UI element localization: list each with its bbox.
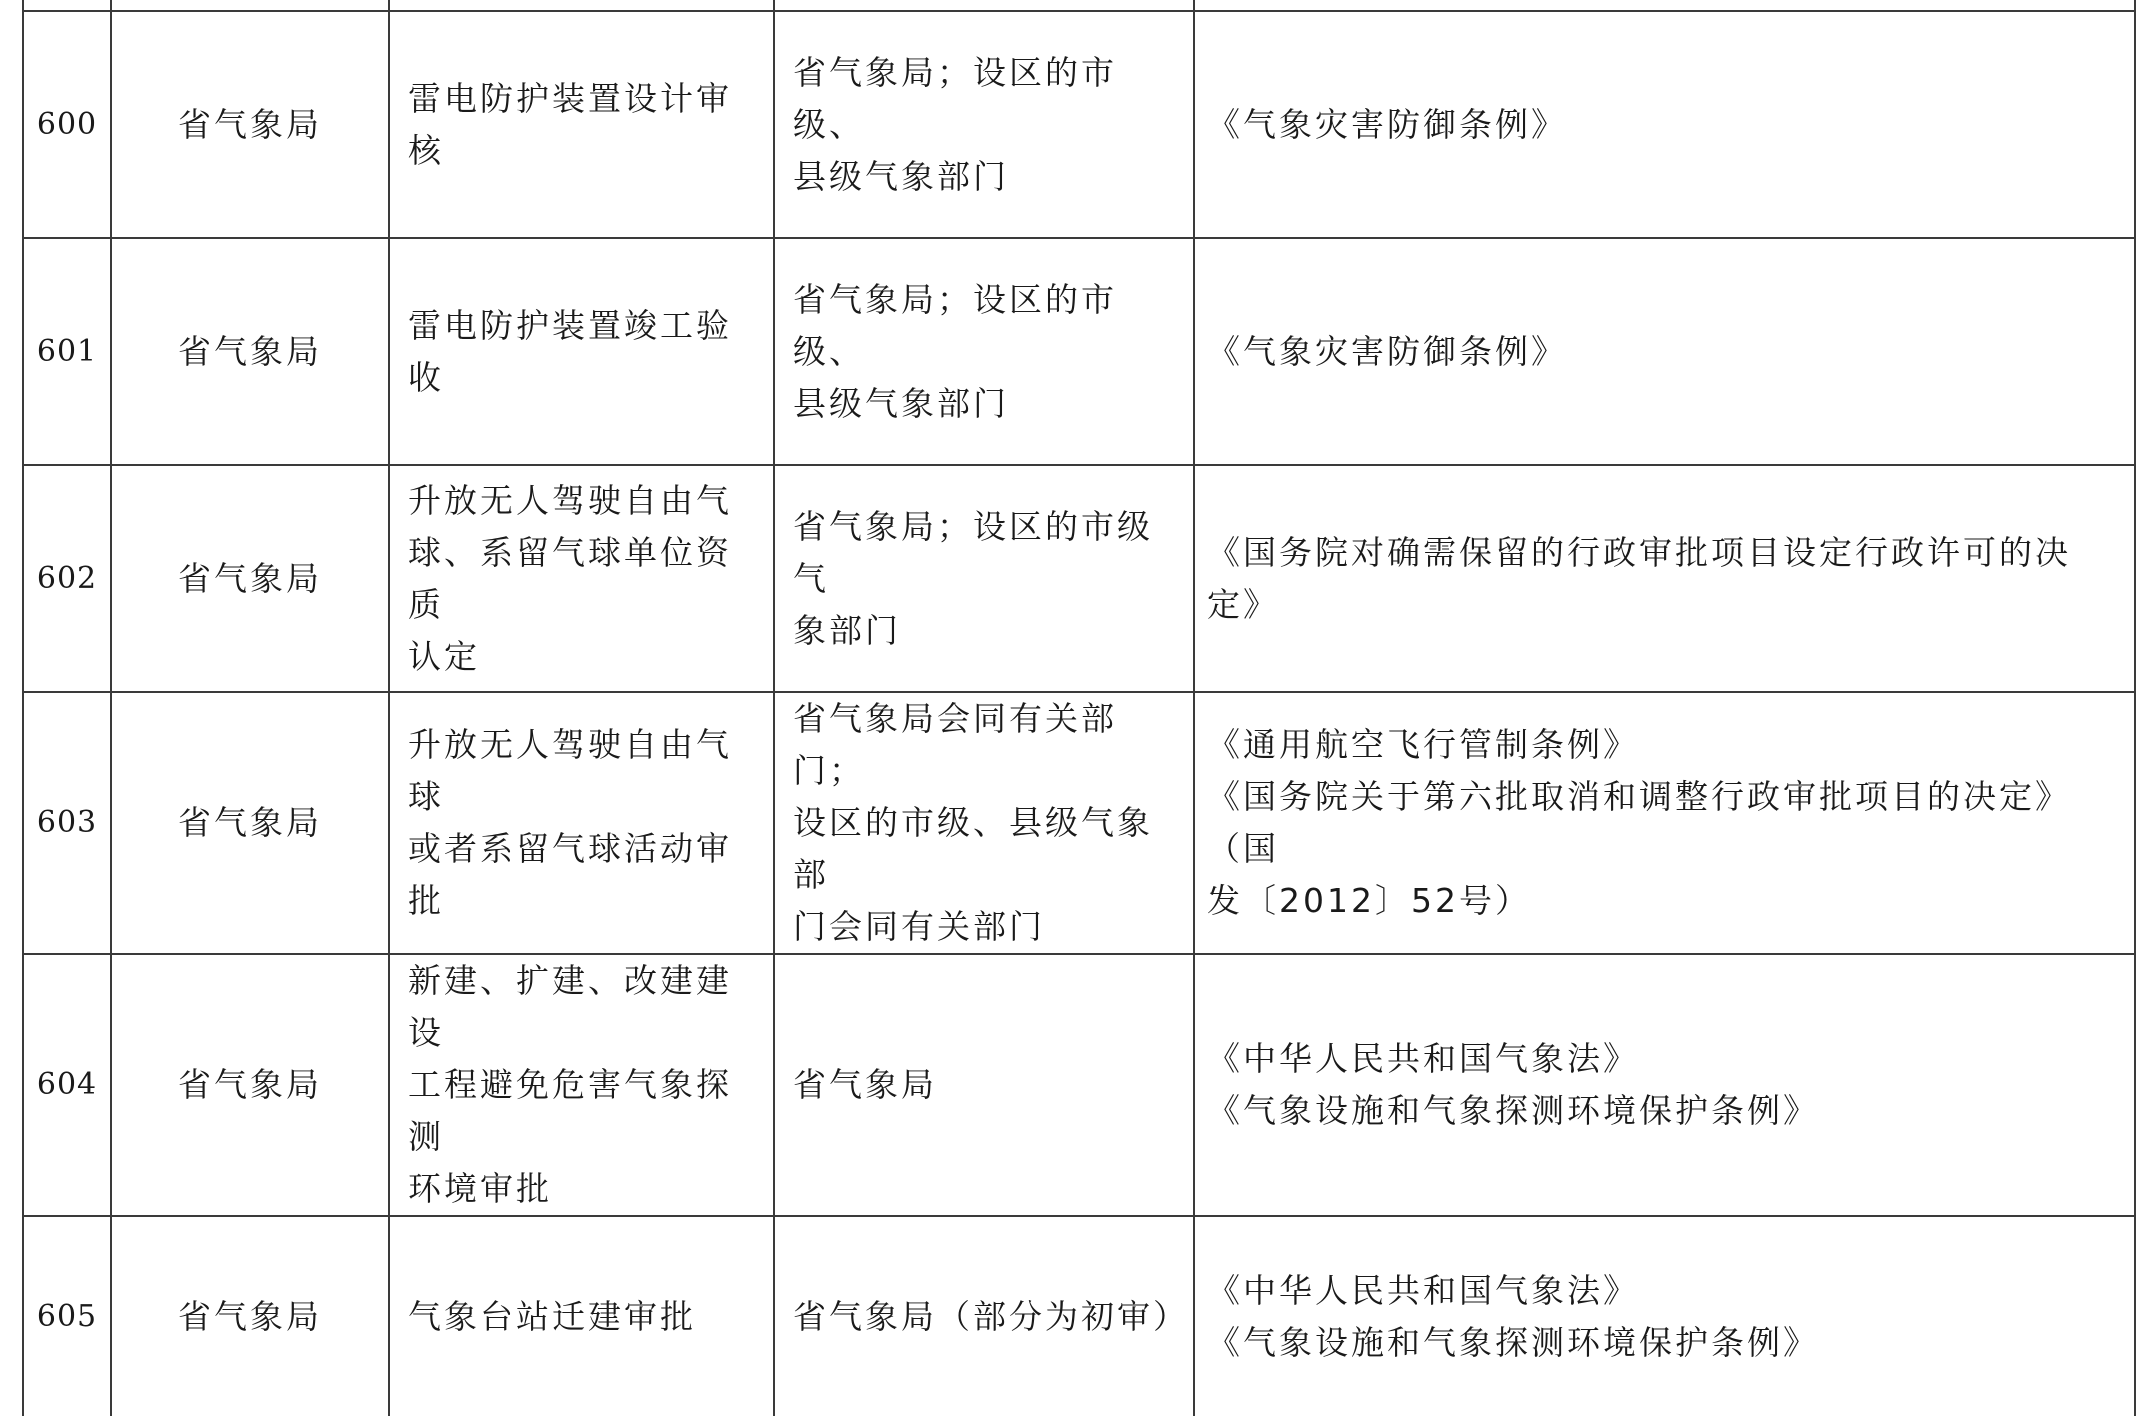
cell-authority-line: 设区的市级、县级气象部 [793,803,1153,894]
cell-legal-basis-line: 发〔2012〕52号） [1207,881,1531,920]
cell-approval-item [389,692,774,954]
cell-edge [1194,0,2135,11]
cell-authority-line: 省气象局；设区的市级、 [793,279,1117,371]
table-body [23,0,2135,1416]
cell-approval-item-line: 气象台站迁建审批 [408,1296,696,1336]
cell-legal-basis-line: 《气象设施和气象探测环境保护条例》 [1207,1322,1819,1362]
cell-authority-line: 省气象局（部分为初审） [793,1296,1189,1336]
cell-department: 省气象局 [111,238,389,465]
cell-authority-line: 省气象局 [793,1065,937,1104]
cell-department: 省气象局 [111,11,389,238]
cell-legal-basis-line: 《国务院对确需保留的行政审批项目设定行政许可的决定》 [1207,532,2071,624]
table-row [23,465,2135,692]
cell-legal-basis-line: 《气象设施和气象探测环境保护条例》 [1207,1091,1819,1130]
cell-number: 601 [23,238,111,465]
table-row [23,1216,2135,1416]
cell-approval-item-line: 球、系留气球单位资质 [408,532,732,624]
cell-department: 省气象局 [111,1216,389,1416]
table-row [23,238,2135,465]
cell-legal-basis [1194,238,2135,465]
cell-authority-line: 县级气象部门 [793,383,1009,423]
cell-authority-line: 县级气象部门 [793,156,1009,196]
cell-approval-item-line: 或者系留气球活动审批 [408,829,732,920]
cell-legal-basis [1194,465,2135,692]
cell-approval-item [389,1216,774,1416]
cell-authority-line: 门会同有关部门 [793,907,1045,946]
cell-approval-item-line: 新建、扩建、改建建设 [408,961,732,1052]
cell-legal-basis-line: 《通用航空飞行管制条例》 [1207,725,1639,764]
cell-department: 省气象局 [111,465,389,692]
cell-number: 604 [23,954,111,1216]
cell-authority-line: 省气象局；设区的市级气 [793,506,1153,598]
cell-legal-basis-line: 《气象灾害防御条例》 [1207,104,1567,144]
approval-items-table [22,0,2136,1416]
cell-approval-item-line: 升放无人驾驶自由气球 [408,725,732,816]
cell-approval-item-line: 升放无人驾驶自由气 [408,480,732,520]
table-row [23,954,2135,1216]
cell-authority-line: 象部门 [793,610,901,650]
cell-edge [774,0,1194,11]
cell-authority [774,1216,1194,1416]
cell-approval-item-line: 环境审批 [408,1169,552,1208]
cell-legal-basis [1194,692,2135,954]
cell-number: 602 [23,465,111,692]
cell-legal-basis [1194,954,2135,1216]
cell-number: 600 [23,11,111,238]
cell-legal-basis-line: 《中华人民共和国气象法》 [1207,1270,1639,1310]
cell-approval-item-line: 雷电防护装置设计审核 [408,78,732,170]
cell-approval-item-line: 认定 [408,636,480,676]
cell-legal-basis-line: 《气象灾害防御条例》 [1207,331,1567,371]
table-row [23,11,2135,238]
cell-legal-basis [1194,11,2135,238]
cell-number: 603 [23,692,111,954]
table-top-edge-row [23,0,2135,11]
cell-legal-basis [1194,1216,2135,1416]
cell-authority [774,954,1194,1216]
cell-legal-basis-line: 《国务院关于第六批取消和调整行政审批项目的决定》（国 [1207,777,2071,868]
cell-authority [774,238,1194,465]
cell-approval-item-line: 工程避免危害气象探测 [408,1065,732,1156]
cell-number: 605 [23,1216,111,1416]
cell-edge [389,0,774,11]
cell-approval-item-line: 雷电防护装置竣工验收 [408,305,732,397]
cell-approval-item [389,11,774,238]
cell-authority [774,692,1194,954]
cell-authority [774,465,1194,692]
cell-approval-item [389,465,774,692]
cell-approval-item [389,954,774,1216]
cell-authority-line: 省气象局会同有关部门； [793,699,1117,790]
cell-legal-basis-line: 《中华人民共和国气象法》 [1207,1039,1639,1078]
cell-department: 省气象局 [111,954,389,1216]
cell-authority-line: 省气象局；设区的市级、 [793,52,1117,144]
table-row [23,692,2135,954]
cell-department: 省气象局 [111,692,389,954]
cell-authority [774,11,1194,238]
cell-edge [111,0,389,11]
cell-edge [23,0,111,11]
cell-approval-item [389,238,774,465]
